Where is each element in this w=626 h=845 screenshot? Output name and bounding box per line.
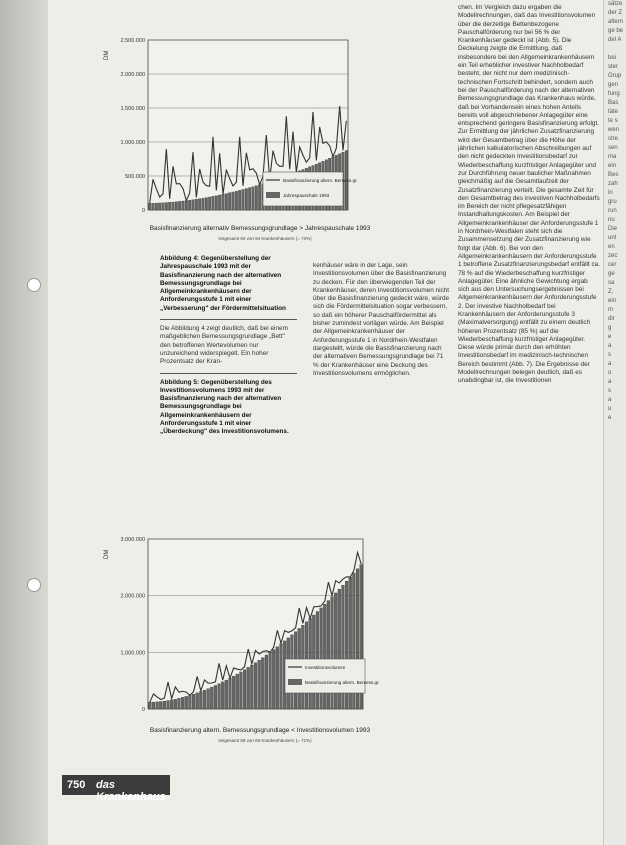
bar: [247, 667, 250, 709]
bar: [215, 196, 218, 210]
bar: [248, 188, 251, 210]
bar: [265, 655, 268, 709]
figure-bottom: [100, 527, 400, 727]
bar: [181, 697, 184, 709]
column-3-body: chen. Im Vergleich dazu ergaben die Modellrechnungen, daß das Investitionsvolumen über die derzeitige Bettenbezogene Pauschalförderung nur bei 56 % der Krankenhäuser gedeckt ist (Abb. 5). Die Deckelung zeigte die Ermittlung, daß insbesondere bei den Allgemeinkrankenhäusern ein Teil erheblicher investiver Nachholbedarf besteht, der nicht nur dem medizinisch-technischen Fortschritt behindert, sondern auch bei der Pauschalförderung nach der alternativen Bemessungsgrundlage das Krankenhaus würde, daß bei Vorhandensein eines hohen Anteils bereits voll abgeschriebener Anlagegüter eine entsprechend geringere Basisfinanzierung erfolgt. Zur Ermittlung der jährlichen Zusatzfinanzierung wird der Gesamtbetrag über die Höhe der jährlichen kalkulatorischen Abschreibungen auf den nicht gedeckten Investitionsbedarf zur Wiederbeschaffung kurzfristiger Anlagegüter und zur Durchführung neuer baulicher Maßnahmen gleichmäßig auf die Gesamtlaufzeit der Zusatzfinanzierung verteilt. Die gesamte Zeit für den Gesamtbetrag des investiven Nachholbedarfs im Bereich der nicht pflegesatzfähigen Instandhaltungskosten. Am Beispiel der Allgemeinkrankenhäuser der Anforderungsstufe 1 in Nordrhein-Westfalen steht sich die Zusammensetzung der Zusatzfinanzierung wie folgt dar (Abb. 6). Bei von den Allgemeinkrankenhäusern der Anforderungsstufe 1 betroffene Zusatzfinanzierungsbedarf entfällt ca. 78 % auf die Wiederbeschaffung kurzfristiger Anlagegüter. Eine ähnliche Gewichtung ergab sich aus den Untersuchungsergebnissen bei Allgemeinkrankenhäusern der Anforderungsstufe 2. Der investive Nachholbedarf bei Krankenhäusern der Anforderungsstufe 3 (Maximalversorgung) entfällt zu einem deutlich höheren Prozentsatz (85 %) auf die Wiederbeschaffung kurzfristiger Anlagegüter. Diese würde primär durch den erhöhten Investitionsbedarf im medizinisch-technischen Bereich bestimmt (Abb. 7). Die Ergebnisse der Modellrechnungen belegen deutlich, daß es unabdingbar ist, die Investitionen: [458, 4, 600, 385]
bar: [152, 702, 155, 709]
page-footer: [62, 775, 170, 803]
legend-label: Investitionsvolumen: [305, 665, 346, 670]
edge-text-fragment: in: [608, 190, 613, 196]
edge-text-fragment: g: [608, 325, 612, 331]
chart-bottom: [100, 527, 400, 727]
edge-text-fragment: nu: [608, 217, 615, 223]
column-2: [313, 262, 450, 381]
edge-text-fragment: Bes: [608, 172, 619, 178]
bar: [185, 696, 188, 709]
bar: [148, 702, 151, 709]
column-1: [160, 255, 297, 440]
bar: [258, 185, 261, 210]
bar: [222, 194, 225, 210]
edge-text-fragment: der Z: [608, 10, 623, 16]
edge-text-fragment: sätze: [608, 1, 623, 7]
bar: [232, 676, 235, 709]
y-tick-label: 0: [141, 707, 145, 713]
bar: [178, 201, 181, 210]
column-3: [458, 4, 600, 844]
bar: [276, 647, 279, 709]
bar: [163, 701, 166, 709]
y-tick-label: 1.000.000: [120, 140, 145, 146]
legend-bar-swatch: [288, 679, 302, 685]
legend-bar-swatch: [266, 192, 280, 198]
edge-text-fragment: unt: [608, 235, 617, 241]
edge-text-fragment: a: [608, 361, 612, 367]
bar: [205, 198, 208, 210]
bar: [236, 674, 239, 709]
edge-text-fragment: Z,: [608, 289, 614, 295]
bar: [199, 692, 202, 709]
divider: [160, 373, 297, 374]
edge-text-fragment: en: [608, 244, 615, 250]
y-tick-label: 0: [141, 208, 145, 214]
y-unit-label: DM: [104, 50, 110, 60]
magazine-name: das Krankenhaus: [96, 779, 166, 803]
bar: [269, 652, 272, 709]
edge-text-fragment: dir: [608, 316, 615, 322]
bar: [167, 701, 170, 709]
page-number: 750: [67, 779, 86, 791]
bar: [255, 186, 258, 210]
edge-text-fragment: cer: [608, 262, 617, 268]
bar: [221, 682, 224, 709]
edge-text-fragment: a: [608, 397, 612, 403]
bar: [192, 694, 195, 709]
edge-text-fragment: ein: [608, 163, 617, 169]
edge-text-fragment: stre: [608, 136, 619, 142]
bar: [258, 660, 261, 709]
y-tick-label: 2.000.000: [120, 593, 145, 600]
punch-hole-bottom: [27, 578, 41, 592]
figure-top-caption: Basisfinanzierung alternativ Bemessungsgrundlage > Jahrespauschale 1993: [149, 225, 371, 232]
bar: [172, 202, 175, 210]
edge-text-fragment: ge be: [608, 28, 624, 34]
y-unit-label: DM: [104, 549, 110, 559]
divider: [160, 319, 297, 320]
bar: [158, 203, 161, 210]
edge-text-fragment: Bas: [608, 100, 619, 106]
figure-bottom-subcaption: Insgesamt 59 von 69 Krankenhäusern (= 71%): [218, 738, 312, 743]
bar: [196, 693, 199, 709]
bar: [195, 199, 198, 210]
edge-text-fragment: e: [608, 415, 612, 421]
edge-text-fragment: a: [608, 379, 612, 385]
edge-text-fragment: m: [608, 307, 613, 313]
bar: [261, 658, 264, 709]
edge-text-fragment: o: [608, 370, 612, 376]
bar: [229, 678, 232, 709]
bar: [152, 203, 155, 210]
bar: [228, 193, 231, 210]
punch-hole-top: [27, 278, 41, 292]
bar: [242, 189, 245, 210]
edge-text-fragment: ma: [608, 154, 617, 160]
edge-text-fragment: s: [608, 352, 611, 358]
edge-text-fragment: u: [608, 406, 612, 412]
column-2-body: kenhäuser wäre in der Lage, sein Investitionsvolumen über die Basisfinanzierung zu decken. Für den überwiegenden Teil der Krankenhäuser, deren Investitionsvolumen nicht über die Basisfinanzierung gedeckt wäre, würde sich die Fördermittelsituation sogar verbessern, so daß ein höherer Pauschalfördermittel als bisher zumindest vorlägen würde. Am Beispiel der Allgemeinkrankenhäuser der Anforderungsstufe 1 in Nordrhein-Westfalen dargestellt, würde die Basisfinanzierung nach der alternativen Bemessungsgrundlage bei 71 % der Krankenhäuser eine Deckung des Investitionsvolumens ermöglichen.: [313, 262, 450, 377]
legend-label: Basisfinanzierung altern. Bemess.gr.: [305, 680, 380, 685]
bar: [170, 700, 173, 709]
edge-text-fragment: Grup: [608, 73, 622, 79]
bar: [203, 690, 206, 709]
edge-text-fragment: te s: [608, 118, 618, 124]
legend-label: Jahrespauschale 1993: [283, 193, 330, 198]
bar: [188, 695, 191, 709]
bar: [235, 191, 238, 210]
edge-text-fragment: Die: [608, 226, 618, 232]
edge-text-fragment: run: [608, 208, 617, 214]
edge-text-fragment: ster: [608, 64, 619, 70]
chart-top: [100, 30, 370, 225]
edge-text-fragment: altern: [608, 19, 624, 25]
bar: [188, 200, 191, 210]
figure-4-heading: Abbildung 4: Gegenüberstellung der Jahrespauschale 1993 mit der Basisfinanzierung nach der alternativen Bemessungsgrundlage bei Allgemeinkrankenhäusern der Anforderungsstufe 1 mit einer „Verbesserung" der Fördermittelsituation: [160, 255, 286, 312]
figure-bottom-caption: Basisfinanzierung altern. Bemessungsgrundlage < Investitionsvolumen 1993: [149, 727, 371, 734]
bar: [254, 663, 257, 709]
bar: [162, 203, 165, 210]
edge-text-fragment: bei: [608, 55, 617, 61]
bar: [218, 684, 221, 709]
bar: [225, 194, 228, 210]
bar: [225, 680, 228, 709]
edge-text-fragment: täte: [608, 109, 619, 115]
figure-top: [100, 30, 370, 225]
y-tick-label: 2.000.000: [120, 72, 145, 78]
bar: [192, 200, 195, 210]
bar: [240, 672, 243, 709]
y-tick-label: 2.500.000: [120, 38, 145, 44]
edge-text-fragment: [604, 45, 626, 54]
edge-text-fragment: sen: [608, 145, 618, 151]
edge-text-fragment: zah: [608, 181, 618, 187]
edge-text-fragment: sa: [608, 280, 615, 286]
next-page-edge: [603, 0, 626, 845]
bar: [238, 190, 241, 210]
figure-5-heading: Abbildung 5: Gegenüberstellung des Investitionsvolumens 1993 mit der Basisfinanzierung nach der alternativen Bemessungsgrundlage bei Allgemeinkrankenhäusern der Anforderungsstufe 1 mit einer „Überdeckung" des Investitionsvolumens.: [160, 378, 289, 436]
bar: [156, 702, 159, 709]
y-tick-label: 500.000: [125, 174, 145, 180]
bar: [198, 199, 201, 210]
bar: [212, 196, 215, 210]
edge-text-fragment: e: [608, 334, 612, 340]
bar: [243, 670, 246, 709]
edge-text-fragment: ge: [608, 271, 615, 277]
y-tick-label: 1.500.000: [120, 106, 145, 112]
y-tick-label: 3.000.000: [120, 537, 145, 543]
bar: [175, 202, 178, 210]
figure-top-subcaption: Insgesamt 60 von 94 Krankenhäusern (= 73%): [218, 236, 312, 241]
bar: [202, 198, 205, 210]
bar: [185, 201, 188, 210]
binding-gutter: [0, 0, 48, 845]
edge-text-fragment: s: [608, 388, 611, 394]
bar: [232, 192, 235, 210]
bar: [168, 202, 171, 210]
edge-text-fragment: del A: [608, 37, 622, 43]
bar: [148, 203, 151, 210]
edge-text-fragment: a: [608, 343, 612, 349]
bar: [182, 201, 185, 210]
bar: [214, 685, 217, 709]
bar: [174, 699, 177, 709]
bar: [210, 687, 213, 709]
edge-text-fragment: ein: [608, 298, 617, 304]
legend-label: Basisfinanzierung altern. Bemess.gr.: [283, 178, 358, 183]
bar: [250, 665, 253, 709]
column-1-body: Die Abbildung 4 zeigt deutlich, daß bei einem maßgeblichen Bemessungsgrundlage „Bett" den betroffenen Wertevolumen nur unzureichend widerspiegelt. Ein hoher Prozentsatz der Kran-: [160, 325, 288, 366]
bar: [207, 689, 210, 709]
bar: [320, 608, 323, 709]
edge-text-fragment: wen: [608, 127, 620, 133]
edge-text-fragment: gen: [608, 82, 619, 88]
y-tick-label: 1.000.000: [120, 650, 145, 657]
bar: [245, 189, 248, 210]
bar: [159, 702, 162, 709]
bar: [272, 650, 275, 709]
bar: [208, 197, 211, 210]
edge-text-fragment: fung: [608, 91, 620, 97]
edge-text-fragment: zec: [608, 253, 618, 259]
bar: [155, 203, 158, 210]
bar: [165, 203, 168, 210]
edge-text-fragment: gru: [608, 199, 617, 205]
bar: [252, 187, 255, 210]
bar: [178, 698, 181, 709]
bar: [280, 644, 283, 709]
bar: [218, 195, 221, 210]
